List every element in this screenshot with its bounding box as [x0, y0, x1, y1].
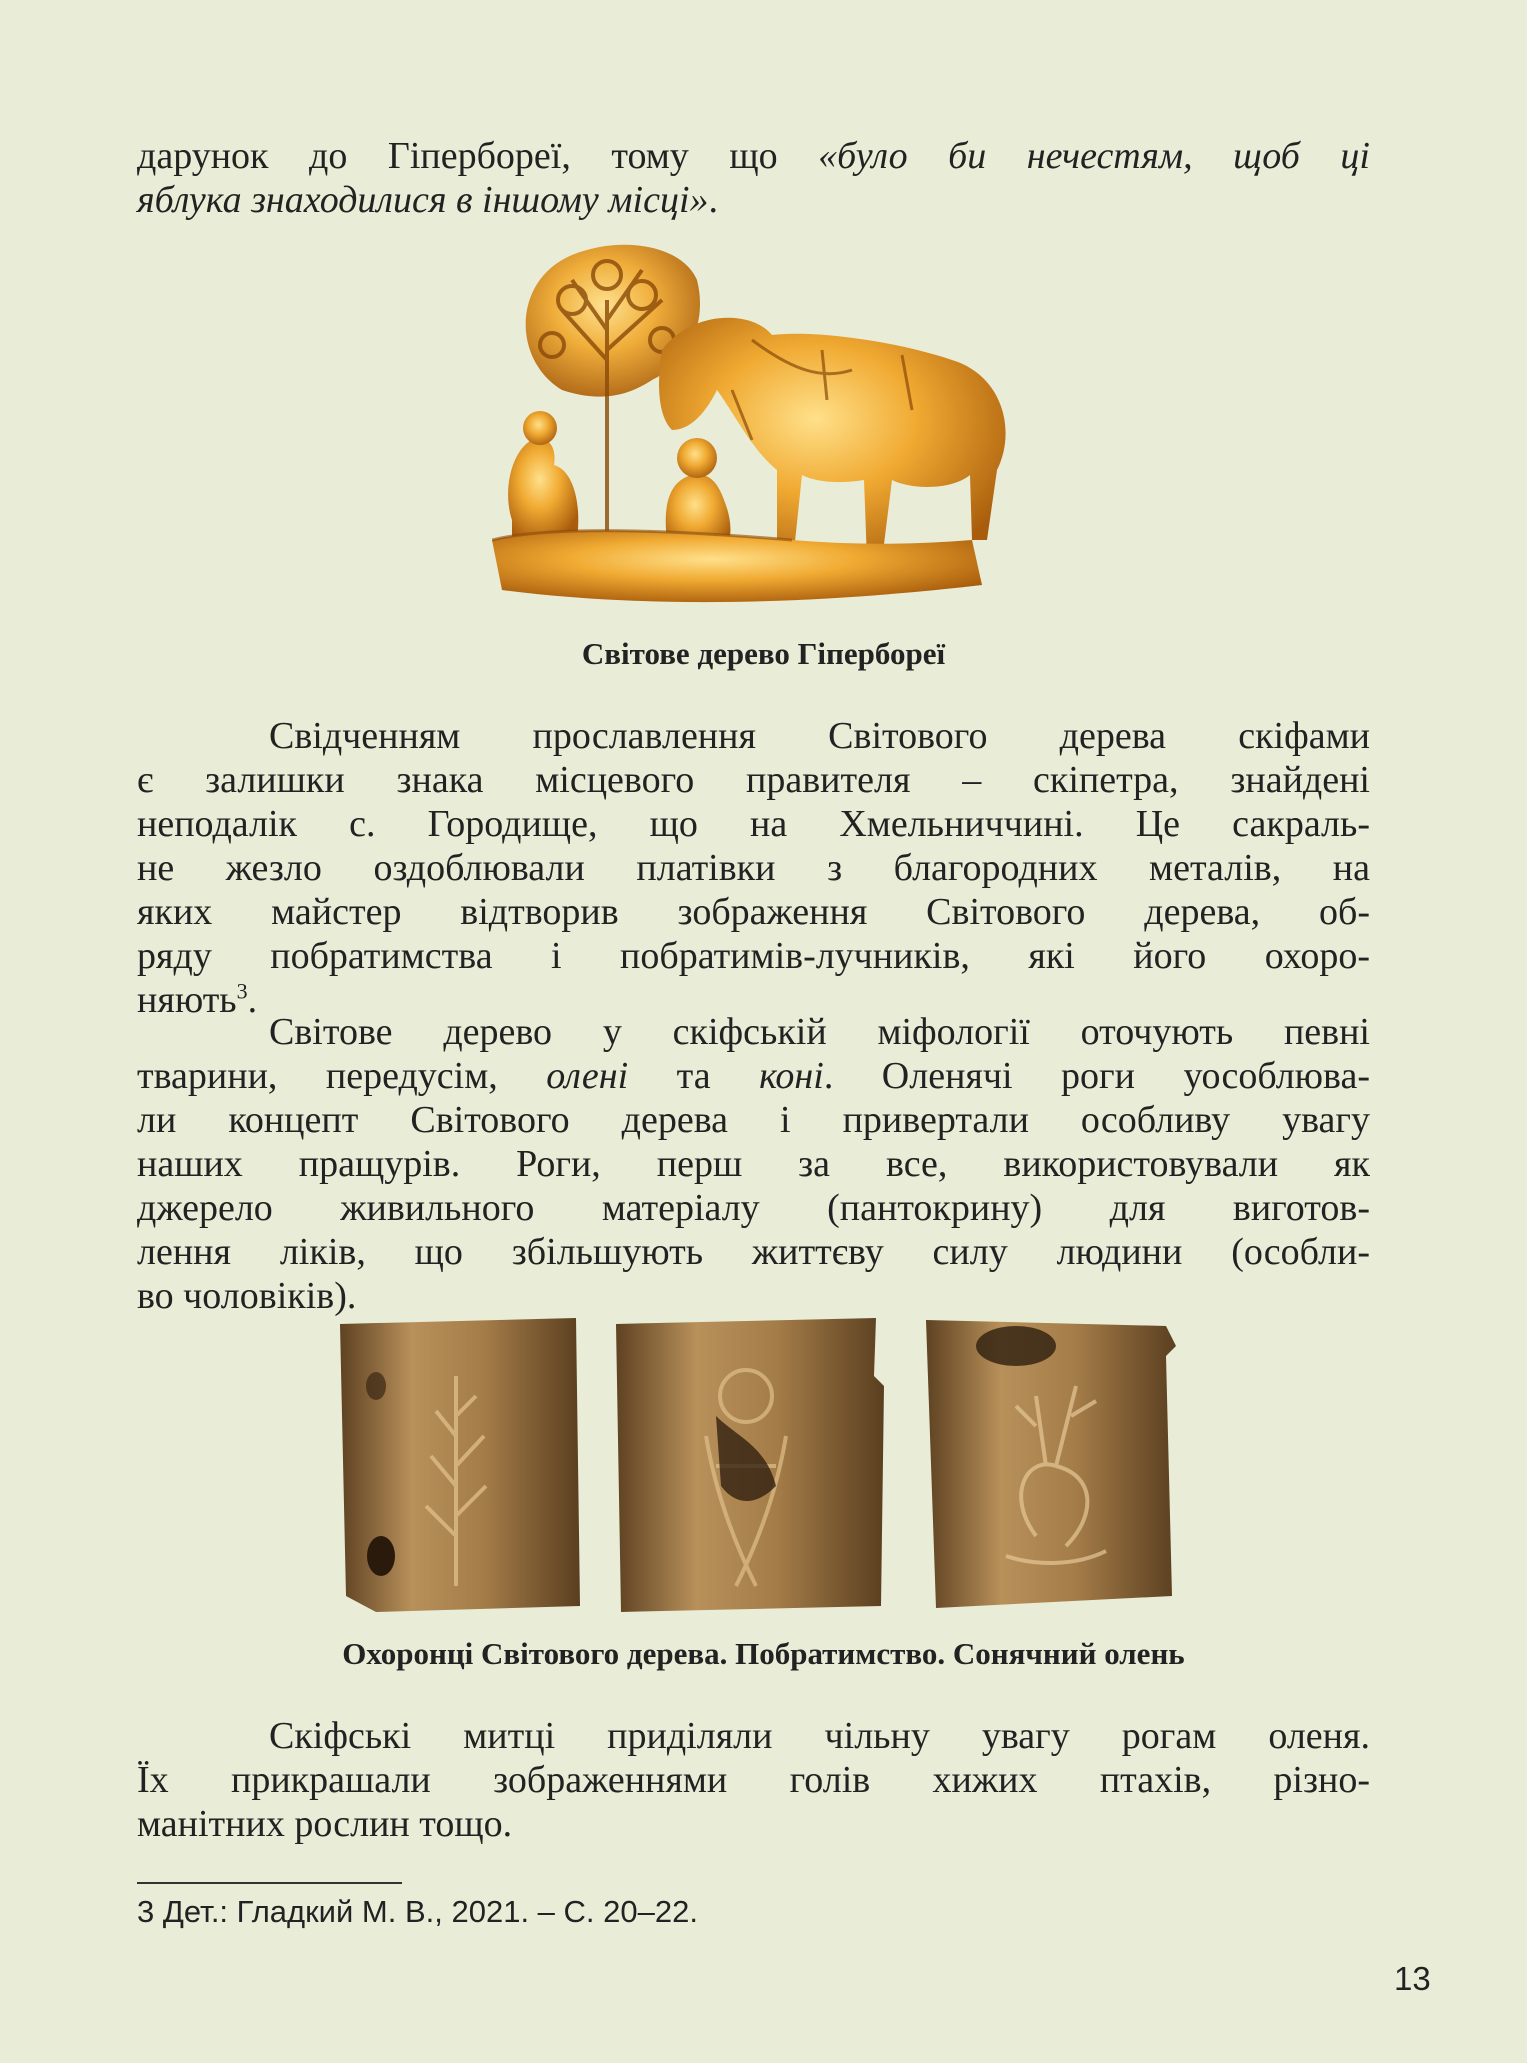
footnote-reference[interactable]: 3: [236, 978, 248, 1004]
footnote-divider: [137, 1882, 402, 1884]
figure1-caption: Світове дерево Гіпербореї: [581, 636, 946, 671]
golden-plaque-image: [492, 240, 1017, 612]
page-number: 13: [1394, 1960, 1431, 1997]
plate-tree: [340, 1318, 580, 1612]
bronze-plates-image: [336, 1316, 1178, 1616]
paragraph-animals: Світове дерево у скіфській міфології оточують певні тварини, передусім, олені та коні. Оленячі роги уособлюва- ли концепт Світового дерева і привертали особливу увагу наших пращурів. Роги, перш за все, використовували як джерело живильного матеріалу (пантокрину) для виготов- лення ліків, що збільшують життєву силу людини (особли- во чоловіків).: [137, 1011, 1371, 1317]
intro-paragraph: дарунок до Гіпербореї, тому що «було би нечестям, щоб ці яблука знаходилися в іншому місці».: [137, 135, 1370, 221]
plate-sun-deer: [926, 1320, 1176, 1608]
paragraph-deer-horns: Скіфські митці приділяли чільну увагу рогам оленя. Їх прикрашали зображеннями голів хижих птахів, різно- манітних рослин тощо.: [137, 1715, 1370, 1845]
figure2-caption: Охоронці Світового дерева. Побратимство. Сонячний олень: [342, 1636, 1185, 1671]
paragraph-sceptre: Свідченням прославлення Світового дерева скіфами є залишки знака місцевого правителя – скіпетра, знайдені неподалік с. Городище, що на Хмельниччині. Це сакраль- не жезло оздоблювали платівки з благородних металів, на яких майстер відтворив зображення Світового дерева, об- ряду побратимства і побратимів-лучників, які його охоро- няють$^3$.: [137, 715, 1370, 1021]
plate-brotherhood: [616, 1318, 884, 1612]
footnote: 3 Дет.: Гладкий М. В., 2021. – С. 20–22.: [137, 1894, 698, 1929]
